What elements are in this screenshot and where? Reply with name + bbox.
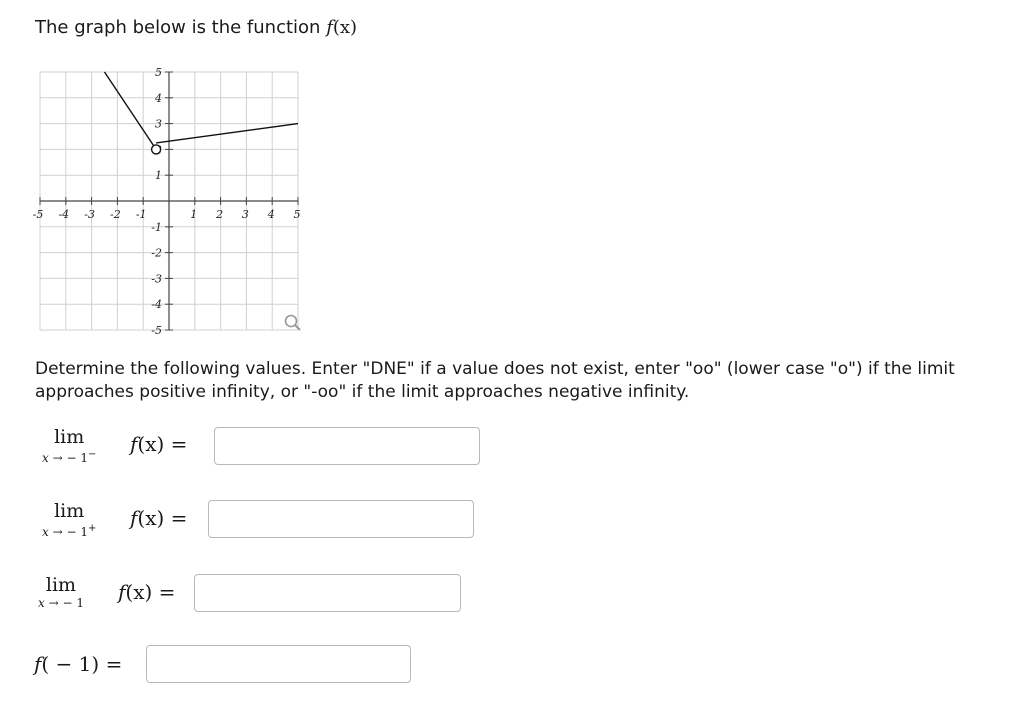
y-tick-label: -5 (151, 324, 162, 337)
question-two-sided-limit (34, 574, 494, 614)
y-tick-label: -2 (151, 246, 162, 260)
x-tick-label: 1 (190, 208, 198, 221)
lim-word: lim (54, 500, 85, 522)
answer-input-right-limit[interactable] (208, 500, 474, 538)
graph-series (105, 72, 299, 154)
graph-axes (40, 72, 298, 330)
prompt-title (35, 17, 357, 38)
question-left-limit (34, 426, 494, 466)
prompt-title-text: The graph below is the function (35, 17, 321, 38)
limit-notation (42, 500, 96, 539)
function-graph (28, 62, 318, 342)
y-tick-label: 3 (155, 117, 162, 131)
x-tick-label: -2 (110, 208, 121, 221)
function-segment-1 (105, 72, 157, 149)
function-expression: f(x) = (130, 506, 188, 530)
y-tick-label: 4 (155, 91, 162, 105)
function-expression: f(x) = (130, 432, 188, 456)
function-expression: f(x) = (118, 580, 176, 604)
question-right-limit (34, 500, 494, 540)
prompt-title-var: (x) (332, 17, 358, 38)
x-tick-label: -4 (58, 208, 70, 221)
y-tick-label: -1 (151, 220, 162, 234)
function-segment-2 (156, 124, 298, 143)
lim-subscript: x → − 1− (42, 449, 97, 465)
limit-notation (38, 574, 84, 610)
answer-input-function-value[interactable] (146, 645, 411, 683)
x-tick-label: 2 (216, 208, 224, 221)
answer-input-left-limit[interactable] (214, 427, 480, 465)
question-function-value (34, 645, 434, 685)
answer-input-two-sided-limit[interactable] (194, 574, 461, 612)
x-tick-label: -3 (84, 208, 95, 221)
lim-subscript: x → − 1 (38, 596, 84, 610)
y-tick-label: -3 (151, 272, 162, 286)
y-tick-label: 5 (155, 66, 162, 79)
x-tick-label: 3 (241, 208, 249, 221)
x-tick-label: 5 (293, 208, 301, 221)
lim-subscript: x → − 1+ (42, 523, 97, 539)
x-tick-label: -1 (135, 208, 147, 221)
instructions: Determine the following values. Enter "DNE" if a value does not exist, enter "oo" (lower case "o") if the limit approaches positive infinity, or "-oo" if the limit approaches negative infinity. (35, 359, 955, 402)
y-tick-label: -4 (151, 298, 162, 312)
lim-word: lim (45, 574, 77, 596)
open-point (152, 145, 161, 154)
x-tick-label: 4 (267, 208, 275, 221)
limit-notation (42, 426, 96, 465)
function-expression: f( − 1) = (34, 652, 123, 676)
y-tick-label: 1 (155, 169, 162, 183)
prompt-title-func: f (326, 17, 333, 38)
x-tick-label: -5 (32, 208, 44, 221)
lim-word: lim (54, 426, 85, 448)
